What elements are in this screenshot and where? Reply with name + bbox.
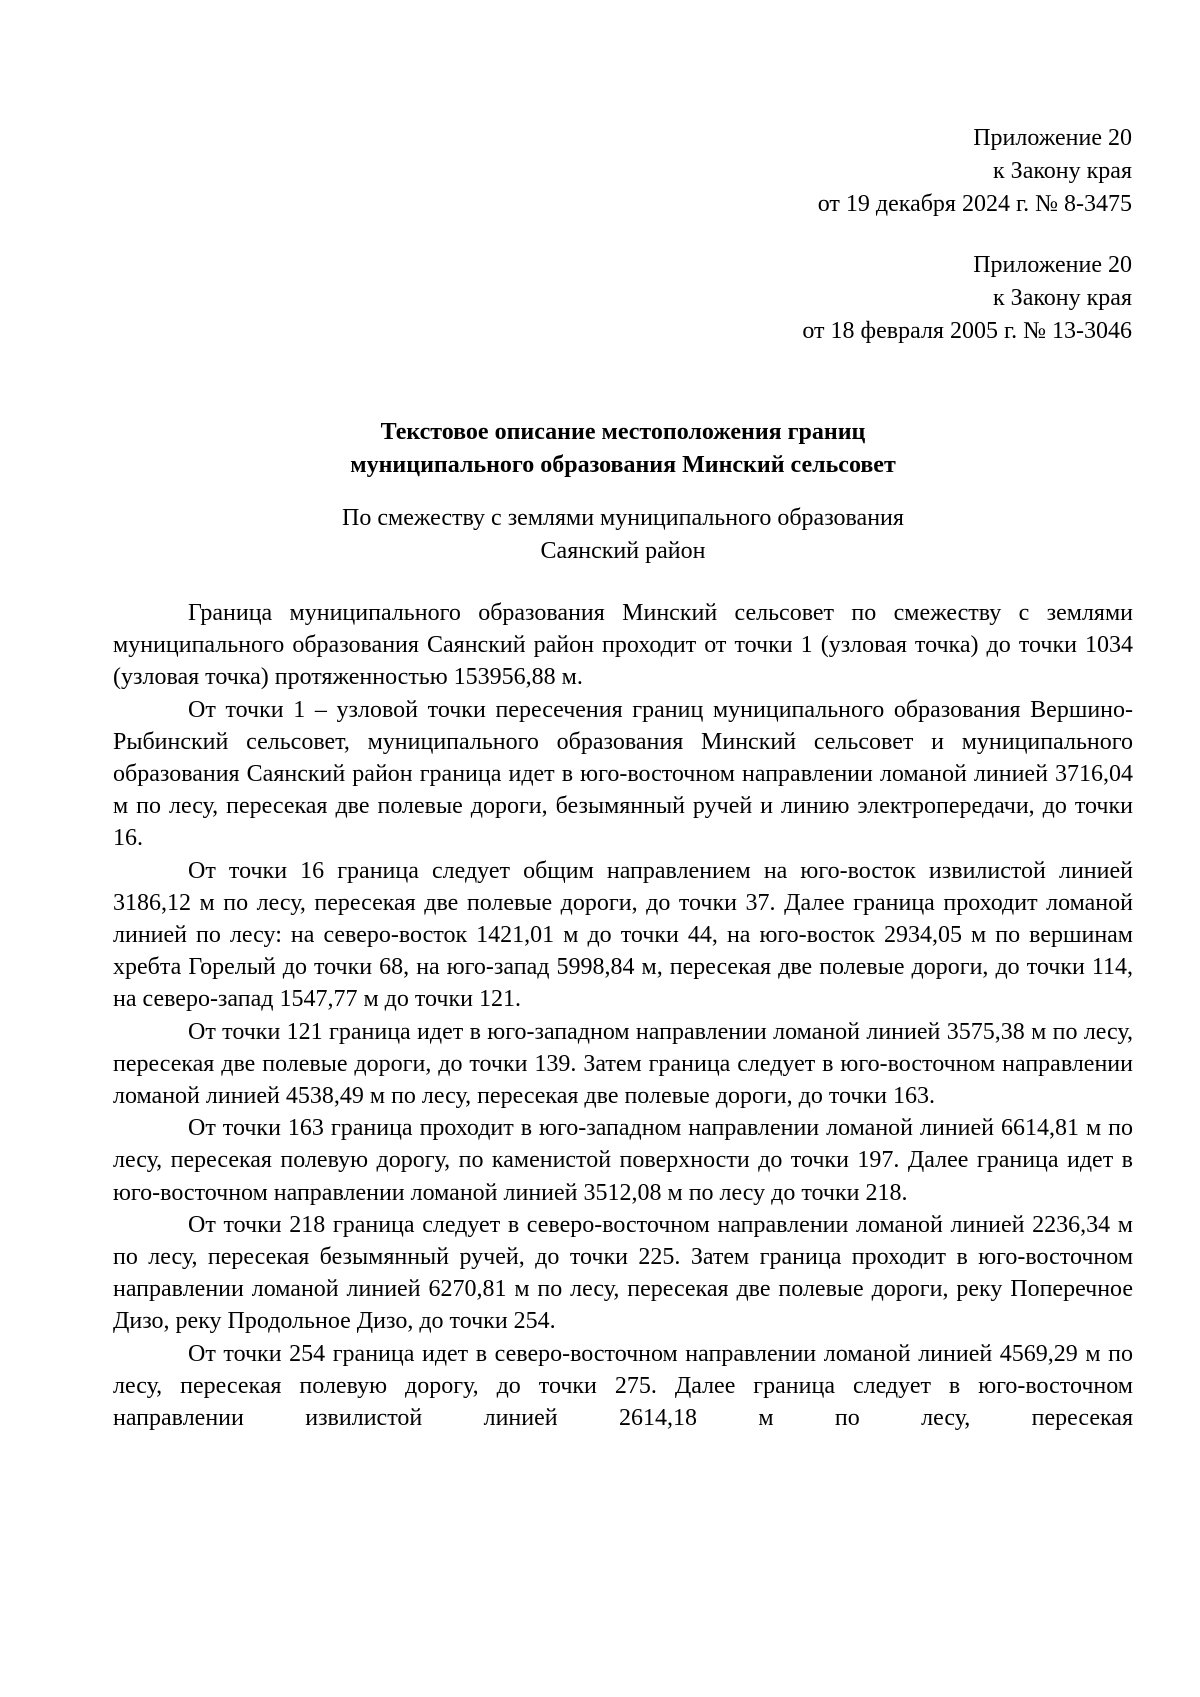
body-paragraph: Граница муниципального образования Минский сельсовет по смежеству с землями муниципального образования Саянский район проходит от точки 1 (узловая точка) до точки 1034 (узловая точка) протяженностью 153956,88 м. — [113, 600, 1133, 691]
body-paragraph: От точки 121 граница идет в юго-западном направлении ломаной линией 3575,38 м по лесу, пересекая две полевые дороги, до точки 139. Затем граница следует в юго-восточном направлении ломаной линией 4538,49 м по лесу, пересекая две полевые дороги, до точки 163. — [113, 1018, 1133, 1110]
section-heading-line: Саянский район — [540, 538, 706, 564]
body-paragraph: От точки 163 граница проходит в юго-западном направлении ломаной линией 6614,81 м по лесу, пересекая полевую дорогу, по каменистой поверхности до точки 197. Далее граница идет в юго-восточном направлении ломаной линией 3512,08 м по лесу до точки 218. — [113, 1115, 1133, 1206]
appendix-law-date: от 18 февраля 2005 г. № 13-3046 — [802, 318, 1132, 344]
body-paragraph: От точки 16 граница следует общим направлением на юго-восток извилистой линией 3186,12 м по лесу, пересекая две полевые дороги, до точки 37. Далее граница проходит ломаной линией по лесу: на северо-восток 1421,01 м до точки 44, на юго-восток 2934,05 м по вершинам хребта Горелый до точки 68, на юго-запад 5998,84 м, пересекая две полевые дороги, до точки 114, на северо-запад 1547,77 м до точки 121. — [113, 857, 1133, 1013]
section-heading-line: По смежеству с землями муниципального образования — [342, 505, 904, 531]
appendix-header-current — [818, 122, 1132, 221]
appendix-number: Приложение 20 — [973, 125, 1132, 151]
appendix-header-original — [802, 249, 1132, 348]
appendix-law-ref: к Закону края — [993, 158, 1132, 184]
body-paragraph: От точки 254 граница идет в северо-восточном направлении ломаной линией 4569,29 м по лесу, пересекая полевую дорогу, до точки 275. Далее граница следует в юго-восточном направлении извилистой линией 2614,18 м по лесу, пересекая — [113, 1340, 1133, 1432]
appendix-law-date: от 19 декабря 2024 г. № 8-3475 — [817, 191, 1132, 217]
document-title-line: муниципального образования Минский сельсовет — [350, 452, 896, 478]
body-paragraph: От точки 218 граница следует в северо-восточном направлении ломаной линией 2236,34 м по лесу, пересекая безымянный ручей, до точки 225. Затем граница проходит в юго-восточном направлении ломаной линией 6270,81 м по лесу, пересекая две полевые дороги, реку Поперечное Дизо, реку Продольное Дизо, до точки 254. — [113, 1211, 1133, 1335]
document-body — [113, 597, 1133, 1434]
appendix-number: Приложение 20 — [973, 252, 1132, 278]
document-title-line: Текстовое описание местоположения границ — [380, 419, 866, 445]
section-heading — [113, 502, 1133, 568]
document-title — [113, 416, 1133, 482]
body-paragraph: От точки 1 – узловой точки пересечения границ муниципального образования Вершино-Рыбинский сельсовет, муниципального образования Минский сельсовет и муниципального образования Саянский район граница идет в юго-восточном направлении ломаной линией 3716,04 м по лесу, пересекая две полевые дороги, безымянный ручей и линию электропередачи, до точки 16. — [113, 696, 1133, 852]
appendix-law-ref: к Закону края — [993, 285, 1132, 311]
